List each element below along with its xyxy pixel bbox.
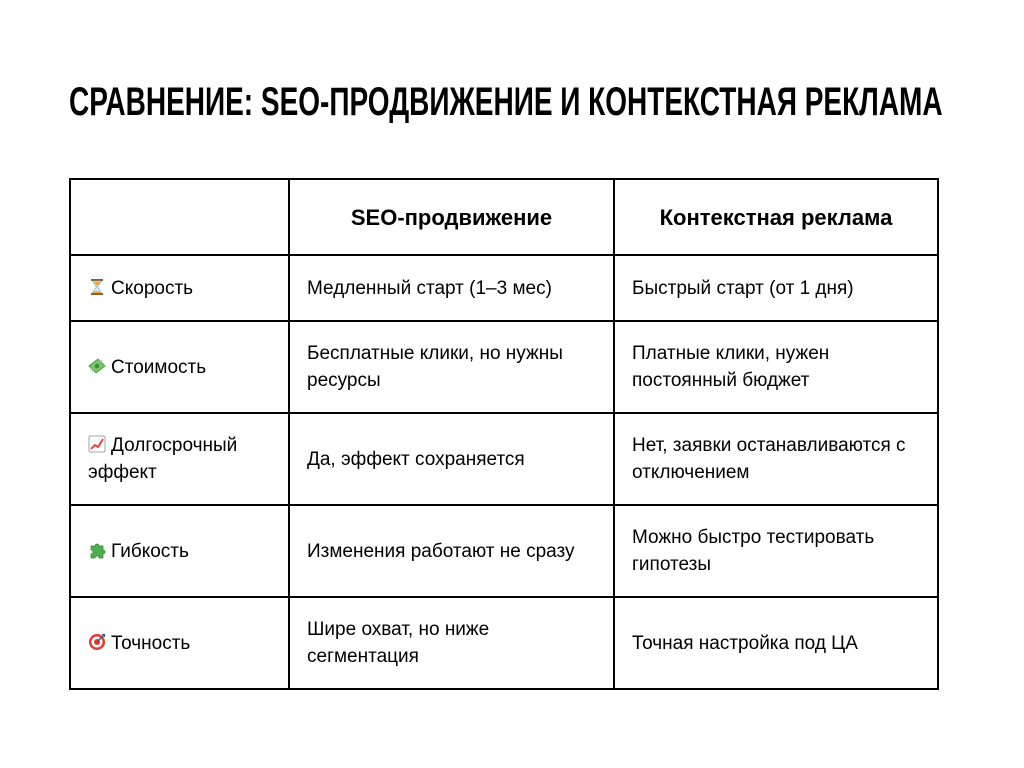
cell-ads: Платные клики, нужен постоянный бюджет xyxy=(614,321,938,413)
row-label-text: Долгосрочный эффект xyxy=(88,435,238,483)
row-label-text: Скорость xyxy=(111,277,194,299)
table-header-row xyxy=(70,179,938,255)
header-seo: SEO-продвижение xyxy=(289,179,614,255)
table-row xyxy=(70,321,938,413)
row-label-speed xyxy=(70,255,289,321)
page-title: СРАВНЕНИЕ: SEO-ПРОДВИЖЕНИЕ И КОНТЕКСТНАЯ РЕКЛАМА xyxy=(69,80,943,124)
row-label-text: Гибкость xyxy=(111,540,189,562)
header-ads: Контекстная реклама xyxy=(614,179,938,255)
cell-ads: Точная настройка под ЦА xyxy=(614,597,938,689)
cell-seo: Изменения работают не сразу xyxy=(289,505,614,597)
row-label-precision xyxy=(70,597,289,689)
cell-seo: Шире охват, но ниже сегментация xyxy=(289,597,614,689)
table-row xyxy=(70,413,938,505)
comparison-table xyxy=(69,178,939,690)
table-row xyxy=(70,505,938,597)
table-row xyxy=(70,255,938,321)
cell-ads: Нет, заявки останавливаются с отключением xyxy=(614,413,938,505)
row-label-flexibility xyxy=(70,505,289,597)
cell-ads: Можно быстро тестировать гипотезы xyxy=(614,505,938,597)
row-label-long-term xyxy=(70,413,289,505)
header-empty-cell xyxy=(70,179,289,255)
puzzle-icon xyxy=(88,541,106,559)
money-icon xyxy=(88,357,106,375)
row-label-text: Точность xyxy=(111,632,191,654)
chart-up-icon xyxy=(88,435,106,453)
cell-ads: Быстрый старт (от 1 дня) xyxy=(614,255,938,321)
row-label-cost xyxy=(70,321,289,413)
row-label-text: Стоимость xyxy=(111,356,207,378)
hourglass-icon xyxy=(88,278,106,296)
cell-seo: Бесплатные клики, но нужны ресурсы xyxy=(289,321,614,413)
table-row xyxy=(70,597,938,689)
cell-seo: Да, эффект сохраняется xyxy=(289,413,614,505)
cell-seo: Медленный старт (1–3 мес) xyxy=(289,255,614,321)
target-icon xyxy=(88,633,106,651)
